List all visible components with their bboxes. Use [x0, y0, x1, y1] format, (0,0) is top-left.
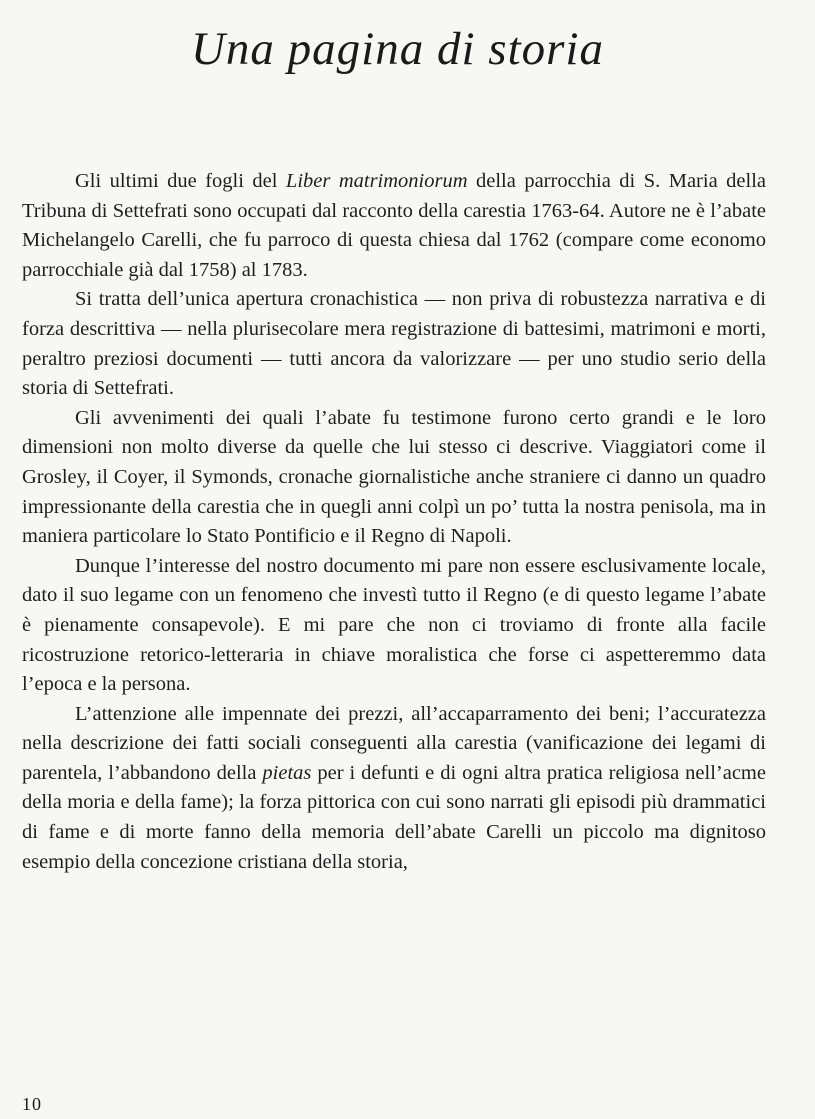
text-run: Dunque l’interesse del nostro documento mi pare non essere esclusivamente locale, dato il suo legame con un fenomeno che investì tutto il Regno (e di questo legame l’abate è pienamente consapevole). E mi pare che non ci troviamo di fronte alla facile ricostruzione retorico-letteraria in chiave moralistica che forse ci aspetteremmo data l’epoca e la persona.	[22, 554, 766, 696]
text-run-italic: pietas	[262, 761, 312, 784]
paragraph	[22, 285, 766, 403]
paragraph	[22, 700, 766, 878]
text-run-italic: Liber matrimoniorum	[285, 170, 468, 192]
page-title: Una pagina di storia	[190, 23, 604, 75]
text-run: Gli ultimi due fogli del	[75, 170, 286, 192]
text-run: L’attenzione alle impennate dei prezzi, all’accaparramento dei beni; l’accuratezza nella descrizione dei fatti sociali conseguenti alla carestia (vanificazione dei legami di parentela, l’abbandono della	[22, 702, 766, 784]
text-run: per i defunti e di ogni altra pratica religiosa nell’acme della moria e della fame); la forza pittorica con cui sono narrati gli episodi più drammatici di fame e di morte fanno della memoria dell’abate Carelli un piccolo ma dignitoso esempio della concezione cristiana della storia,	[22, 761, 766, 873]
paragraph	[22, 167, 766, 285]
paragraph	[22, 404, 766, 552]
paragraph	[22, 552, 766, 700]
page-number: 10	[22, 1094, 42, 1114]
text-run: Si tratta dell’unica apertura cronachistica — non priva di robustezza narrativa e di forza descrittiva — nella plurisecolare mera registrazione di battesimi, matrimoni e morti, peraltro preziosi documenti — tutti ancora da valorizzare — per uno studio serio della storia di Settefrati.	[22, 288, 766, 400]
text-run: della parrocchia di S. Maria della Tribuna di Settefrati sono occupati dal racconto della carestia 1763-64. Autore ne è l’abate Michelangelo Carelli, che fu parroco di questa chiesa dal 1762 (compare come economo parrocchiale già dal 1758) al 1783.	[22, 170, 766, 281]
text-run: Gli avvenimenti dei quali l’abate fu testimone furono certo grandi e le loro dimensioni non molto diverse da quelle che lui stesso ci descrive. Viaggiatori come il Grosley, il Coyer, il Symonds, cronache giornalistiche anche straniere ci danno un quadro impressionante della carestia che in quegli anni colpì un po’ tutta la nostra penisola, ma in maniera particolare lo Stato Pontificio e il Regno di Napoli.	[22, 406, 766, 548]
body-text	[22, 167, 766, 877]
